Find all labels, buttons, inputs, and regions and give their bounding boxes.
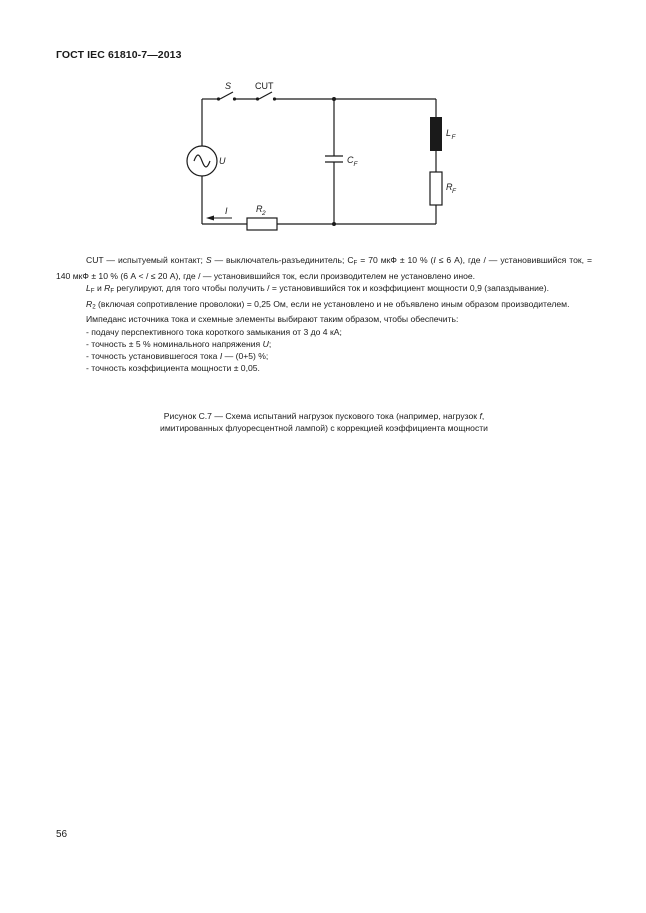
switch-cut-blade xyxy=(259,92,272,99)
junction-bottom xyxy=(332,222,336,226)
source-label: U xyxy=(219,156,226,166)
inductor-label-sub: F xyxy=(451,134,456,141)
note-lf-rf: $L_F$ и $R_F$ регулируют, для того чтобы получить / = установившийся ток и коэффициент мощности 0,9 (запаздывание). xyxy=(86,282,549,295)
resistor-r2-label-sub: 2 xyxy=(262,210,266,217)
resistor-rf-label-sub: F xyxy=(452,188,456,195)
page-number: 56 xyxy=(56,829,68,840)
voltage-source-sine xyxy=(194,155,210,167)
switch-s-blade xyxy=(220,92,233,99)
note-legend: CUT — испытуемый контакт; S — выключатель-разъединитель; $C_F = 70$ мкФ ± 10 % (I ≤ 6 А), где / — установившийся ток, = 140 мкФ ± 10 % (6 А < / ≤ 20 А), где / — установившийся ток, если производителем не установлено иное. xyxy=(56,255,592,281)
resistor-r2 xyxy=(247,218,277,230)
resistor-rf xyxy=(430,172,442,205)
capacitor-label: C xyxy=(347,155,354,165)
figure-caption xyxy=(56,410,592,434)
current-arrow-head xyxy=(206,216,214,221)
caption-line-1: Рисунок С.7 — Схема испытаний нагрузок пускового тока (например, нагрузок f, xyxy=(163,411,485,421)
caption-line-2: имитированных флуоресцентной лампой) с коррекцией коэффициента мощности xyxy=(160,423,488,434)
document-header: ГОСТ IEC 61810-7—2013 xyxy=(56,49,182,61)
figure-notes xyxy=(56,254,592,374)
current-label: I xyxy=(225,206,228,216)
capacitor-label-sub: F xyxy=(353,161,358,168)
switch-cut-contact-left xyxy=(256,97,259,100)
switch-s-label: S xyxy=(225,81,232,91)
resistor-rf-label: R xyxy=(446,182,453,192)
list-item: - точность коэффициента мощности ± 0,05. xyxy=(86,363,260,374)
list-item: - точность ± 5 % номинального напряжения U; xyxy=(86,338,272,349)
note-r2: $R_2$ (включая сопротивление проволоки) = 0,25 Ом, если не установлено и не объявлено иным образом производителем. xyxy=(86,298,570,311)
list-item: - точность установившегося тока I — (0+5) %; xyxy=(86,350,269,361)
switch-s-contact-left xyxy=(217,97,220,100)
resistor-r2-label: R xyxy=(256,204,263,214)
inductor-lf xyxy=(430,117,442,151)
inductor-label: L xyxy=(446,128,452,138)
list-item: - подачу перспективного тока короткого замыкания от 3 до 4 кА; xyxy=(86,326,342,337)
junction-top xyxy=(332,97,336,101)
note-impedance: Импеданс источника тока и схемные элементы выбирают таким образом, чтобы обеспечить: xyxy=(86,314,459,325)
switch-s-contact-right xyxy=(233,97,236,100)
switch-cut-label: CUT xyxy=(255,81,274,91)
switch-cut-contact-right xyxy=(273,97,276,100)
